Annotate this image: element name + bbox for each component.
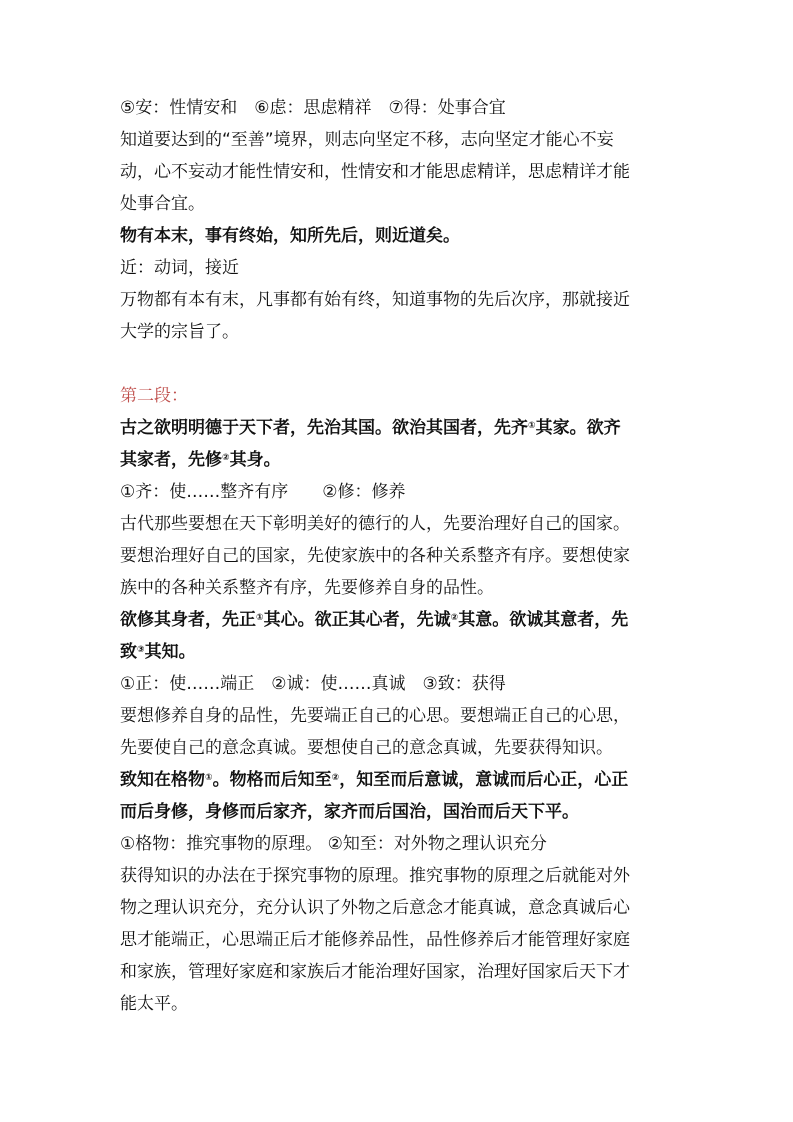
translation-line: 大学的宗旨了。 — [120, 322, 239, 342]
text-run: 致 — [120, 642, 137, 662]
text-run: 古之欲明明德于天下者，先治其国。欲治其国者，先齐 — [120, 418, 528, 438]
translation-line: 要想修养自身的品性，先要端正自己的心思。要想端正自己的心思， — [120, 706, 630, 726]
translation-line: 处事合宜。 — [120, 194, 205, 214]
annotation-line: ⑤安：性情安和 ⑥虑：思虑精祥 ⑦得：处事合宜 — [120, 98, 506, 118]
translation-line: 思才能端正，心思端正后才能修养品性，品性修养后才能管理好家庭 — [120, 930, 630, 950]
translation-line: 物之理认识充分，充分认识了外物之后意念才能真诚，意念真诚后心 — [120, 898, 630, 918]
annotation-line: ①格物：推究事物的原理。 ②知至：对外物之理认识充分 — [120, 834, 547, 854]
original-text-line — [120, 636, 680, 668]
translation-line: 先要使自己的意念真诚。要想使自己的意念真诚，先要获得知识。 — [120, 738, 613, 758]
footnote-marker: ② — [450, 613, 459, 623]
original-text-line: 物有本末，事有终始，知所先后，则近道矣。 — [120, 226, 460, 246]
translation-line: 动，心不妄动才能性情安和，性情安和才能思虑精详，思虑精详才能 — [120, 162, 630, 182]
original-text-line: 而后身修，身修而后家齐，家齐而后国治，国治而后天下平。 — [120, 802, 579, 822]
footnote-marker: ③ — [137, 645, 145, 655]
footnote-marker: ① — [256, 613, 264, 623]
original-text-line — [120, 764, 680, 796]
text-run: 欲修其身者，先正 — [120, 610, 256, 630]
footnote-marker: ① — [528, 421, 536, 431]
translation-line: 和家族，管理好家庭和家族后才能治理好国家，治理好国家后天下才 — [120, 962, 630, 982]
annotation-line: ①齐：使……整齐有序 ②修：修养 — [120, 482, 406, 502]
text-run: 其家者，先修 — [120, 450, 222, 470]
translation-line: 能太平。 — [120, 994, 188, 1014]
annotation-line: 近：动词，接近 — [120, 258, 239, 278]
translation-line: 要想治理好自己的国家，先使家族中的各种关系整齐有序。要想使家 — [120, 546, 630, 566]
text-run: 其意。欲诚其意者，先 — [458, 610, 629, 630]
text-run: 其家。欲齐 — [535, 418, 621, 438]
translation-line: 万物都有本有末，凡事都有始有终，知道事物的先后次序，那就接近 — [120, 290, 630, 310]
text-run: 其身。 — [229, 450, 281, 470]
translation-line: 族中的各种关系整齐有序，先要修养自身的品性。 — [120, 578, 494, 598]
translation-line: 古代那些要想在天下彰明美好的德行的人，先要治理好自己的国家。 — [120, 514, 630, 534]
text-run: 致知在格物 — [120, 770, 205, 790]
document-body — [120, 92, 680, 1020]
text-run: 。物格而后知至 — [212, 770, 332, 790]
section-heading: 第二段： — [120, 386, 188, 406]
translation-line: 获得知识的办法在于探究事物的原理。推究事物的原理之后就能对外 — [120, 866, 630, 886]
footnote-marker: ① — [205, 773, 213, 783]
text-run: ，知至而后意诚，意诚而后心正，心正 — [339, 770, 629, 790]
translation-line: 知道要达到的“至善”境界，则志向坚定不移，志向坚定才能心不妄 — [120, 130, 614, 150]
text-run: 其知。 — [144, 642, 196, 662]
annotation-line: ①正：使……端正 ②诚：使……真诚 ③致：获得 — [120, 674, 506, 694]
paragraph-gap — [120, 348, 680, 380]
footnote-marker: ② — [331, 773, 340, 783]
original-text-line — [120, 444, 680, 476]
original-text-line — [120, 604, 680, 636]
footnote-marker: ② — [222, 453, 230, 463]
original-text-line — [120, 412, 680, 444]
text-run: 其心。欲正其心者，先诚 — [263, 610, 451, 630]
